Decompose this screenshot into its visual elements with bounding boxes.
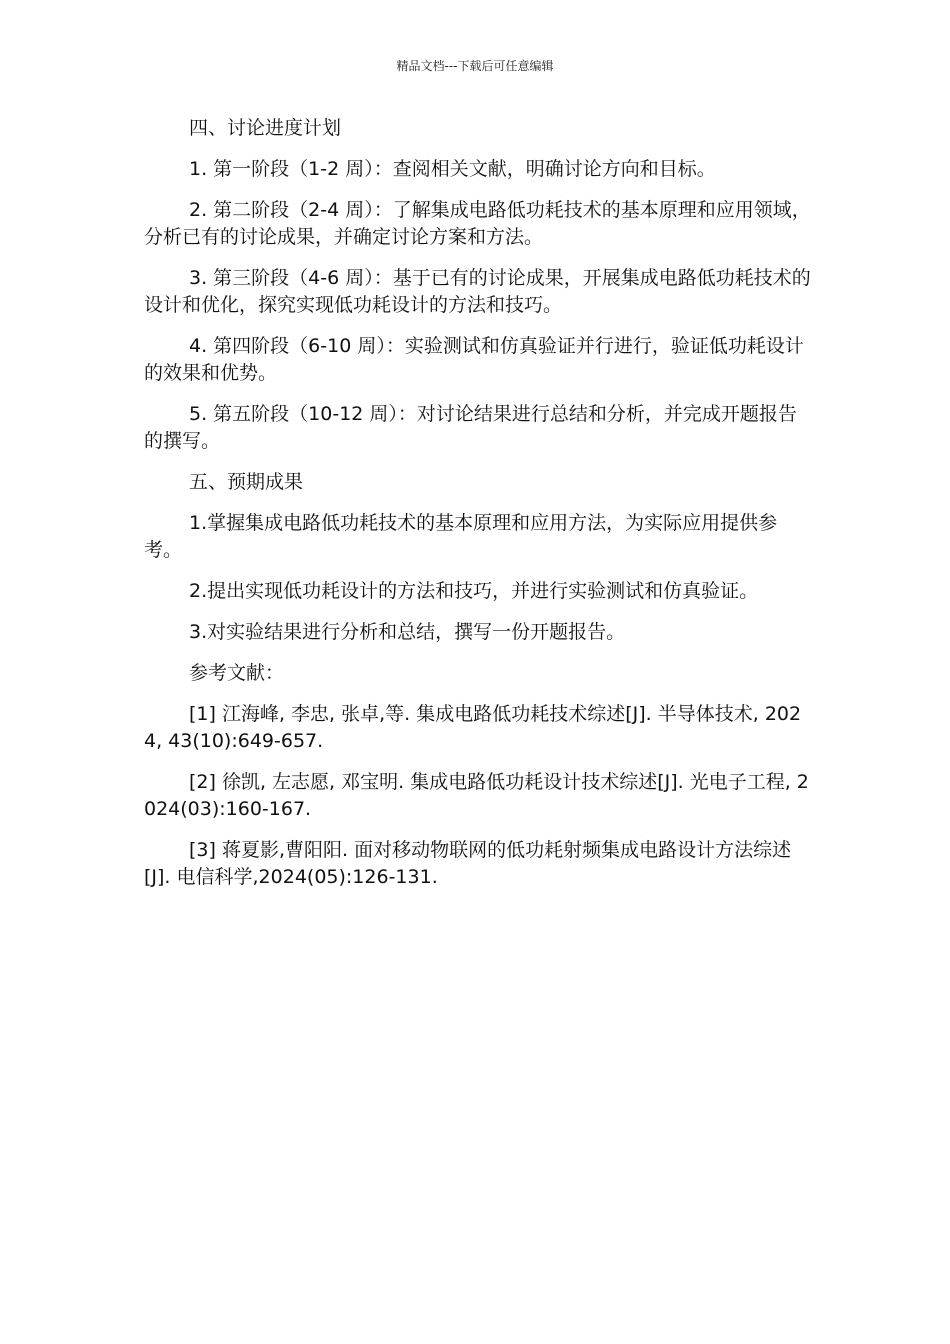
reference-2: [2] 徐凯, 左志愿, 邓宝明. 集成电路低功耗设计技术综述[J]. 光电子工程, 2024(03):160-167.	[144, 771, 809, 820]
results-item-3: 3.对实验结果进行分析和总结，撰写一份开题报告。	[189, 621, 626, 643]
document-body	[144, 115, 812, 905]
page-header: 精品文档---下载后可任意编辑	[396, 59, 554, 73]
references-heading: 参考文献：	[189, 662, 285, 684]
results-heading: 五、预期成果	[189, 471, 304, 493]
schedule-item-1: 1. 第一阶段（1-2 周）：查阅相关文献，明确讨论方向和目标。	[189, 158, 716, 180]
schedule-item-2: 2. 第二阶段（2-4 周）：了解集成电路低功耗技术的基本原理和应用领域，分析已有的讨论成果，并确定讨论方案和方法。	[144, 199, 811, 248]
schedule-item-3: 3. 第三阶段（4-6 周）：基于已有的讨论成果，开展集成电路低功耗技术的设计和优化，探究实现低功耗设计的方法和技巧。	[144, 267, 811, 316]
reference-1: [1] 江海峰, 李忠, 张卓,等. 集成电路低功耗技术综述[J]. 半导体技术, 2024, 43(10):649-657.	[144, 703, 802, 752]
results-item-1: 1.掌握集成电路低功耗技术的基本原理和应用方法，为实际应用提供参考。	[144, 512, 778, 561]
schedule-heading: 四、讨论进度计划	[189, 117, 342, 139]
schedule-item-4: 4. 第四阶段（6-10 周）：实验测试和仿真验证并行进行，验证低功耗设计的效果和优势。	[144, 335, 804, 384]
results-item-2: 2.提出实现低功耗设计的方法和技巧，并进行实验测试和仿真验证。	[189, 580, 759, 602]
schedule-item-5: 5. 第五阶段（10-12 周）：对讨论结果进行总结和分析，并完成开题报告的撰写。	[144, 403, 797, 452]
reference-3: [3] 蒋夏影,曹阳阳. 面对移动物联网的低功耗射频集成电路设计方法综述[J]. 电信科学,2024(05):126-131.	[144, 839, 792, 888]
